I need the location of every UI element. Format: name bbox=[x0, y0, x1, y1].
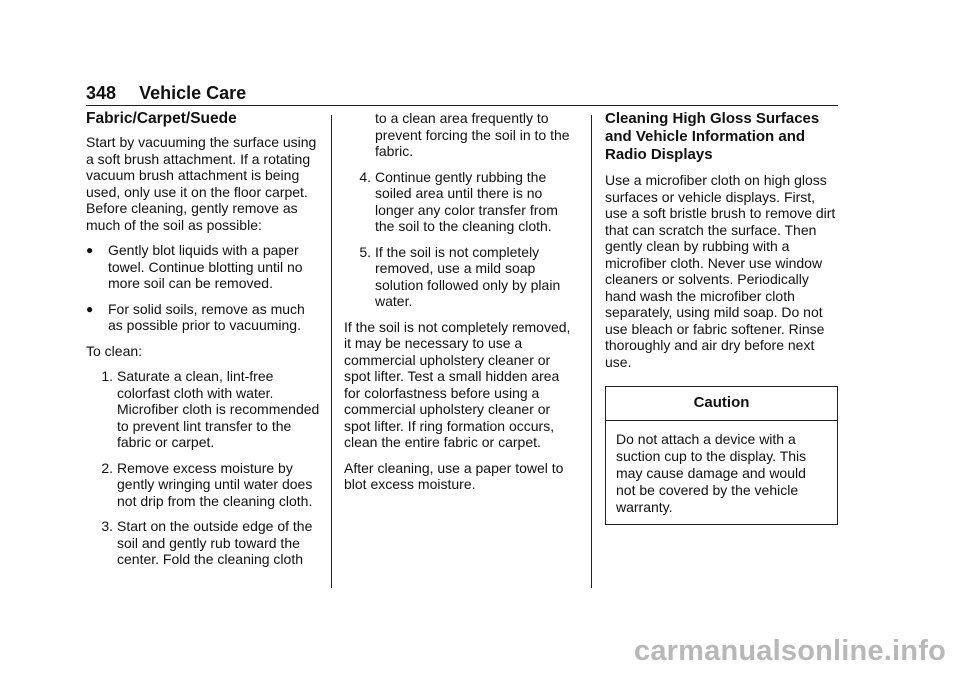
fabric-heading: Fabric/Carpet/Suede bbox=[86, 110, 237, 127]
step-number: 1. bbox=[101, 368, 113, 384]
step-item bbox=[86, 518, 320, 568]
step-number: 5. bbox=[359, 243, 371, 260]
page-number: 348 bbox=[86, 83, 117, 103]
step-number: 2. bbox=[101, 459, 113, 476]
step-item bbox=[86, 368, 320, 451]
caution-text: Do not attach a device with a suction cup to the display. This may cause damage and would not be covered by the vehicle warranty. bbox=[616, 430, 807, 515]
fabric-intro: Start by vacuuming the surface using a soft brush attachment. If a rotating vacuum brush attachment is being used, only use it on the floor carpet. Before cleaning, gently remove as much of the soil as possible: bbox=[86, 134, 317, 233]
step-item bbox=[344, 244, 578, 310]
bullet-text: For solid soils, remove as much as possible prior to vacuuming. bbox=[108, 300, 305, 333]
column-middle bbox=[344, 110, 578, 502]
step-number: 4. bbox=[359, 168, 371, 185]
column-left bbox=[86, 110, 320, 577]
step-number: 3. bbox=[101, 518, 113, 534]
commercial-cleaner-paragraph: If the soil is not completely removed, it may be necessary to use a commercial upholstery cleaner or spot lifter. Test a small hidden area for colorfastness before using a commercial upholstery cleaner or spot lifter. If ring formation occurs, clean the entire fabric or carpet. bbox=[344, 318, 571, 450]
step-text: If the soil is not completely removed, use a mild soap solution followed only by plain water. bbox=[375, 243, 561, 309]
high-gloss-paragraph: Use a microfiber cloth on high gloss surfaces or vehicle displays. First, use a soft bristle brush to remove dirt that can scratch the surface. Then gently clean by rubbing with a microfiber cloth. Never use window cleaners or solvents. Periodically hand wash the microfiber cloth separately, using mild soap. Do not use bleach or fabric softener. Rinse thoroughly and air dry before next use. bbox=[605, 172, 836, 370]
high-gloss-heading: Cleaning High Gloss Surfaces and Vehicle Information and Radio Displays bbox=[605, 110, 820, 163]
page-header bbox=[86, 83, 838, 106]
after-cleaning-paragraph: After cleaning, use a paper towel to blot excess moisture. bbox=[344, 459, 564, 492]
watermark: carmanualsonline.info bbox=[634, 635, 946, 667]
bullet-item bbox=[86, 242, 320, 292]
caution-title: Caution bbox=[606, 387, 837, 421]
bullet-icon: ● bbox=[86, 243, 94, 257]
step-text: Saturate a clean, lint-free colorfast cloth with water. Microfiber cloth is recommended to prevent lint transfer to the fabric or carpet. bbox=[117, 368, 320, 450]
caution-box bbox=[605, 386, 838, 525]
step-text: Start on the outside edge of the soil and gently rub toward the center. Fold the cleaning cloth bbox=[117, 518, 313, 567]
step-text: Continue gently rubbing the soiled area until there is no longer any color transfer from the soil to the cleaning cloth. bbox=[375, 168, 558, 234]
column-divider-left bbox=[331, 115, 332, 588]
step-item bbox=[86, 460, 320, 510]
step-text: Remove excess moisture by gently wringing until water does not drip from the cleaning cloth. bbox=[117, 459, 313, 509]
section-title: Vehicle Care bbox=[139, 83, 247, 103]
column-divider-right bbox=[591, 115, 592, 588]
to-clean-label: To clean: bbox=[86, 342, 143, 359]
column-right bbox=[605, 110, 839, 525]
bullet-icon: ● bbox=[86, 301, 94, 316]
bullet-text: Gently blot liquids with a paper towel. Continue blotting until no more soil can be removed. bbox=[108, 242, 303, 291]
bullet-item bbox=[86, 301, 320, 334]
step-item bbox=[344, 169, 578, 235]
step-continued-text: to a clean area frequently to prevent forcing the soil in to the fabric. bbox=[375, 110, 570, 159]
